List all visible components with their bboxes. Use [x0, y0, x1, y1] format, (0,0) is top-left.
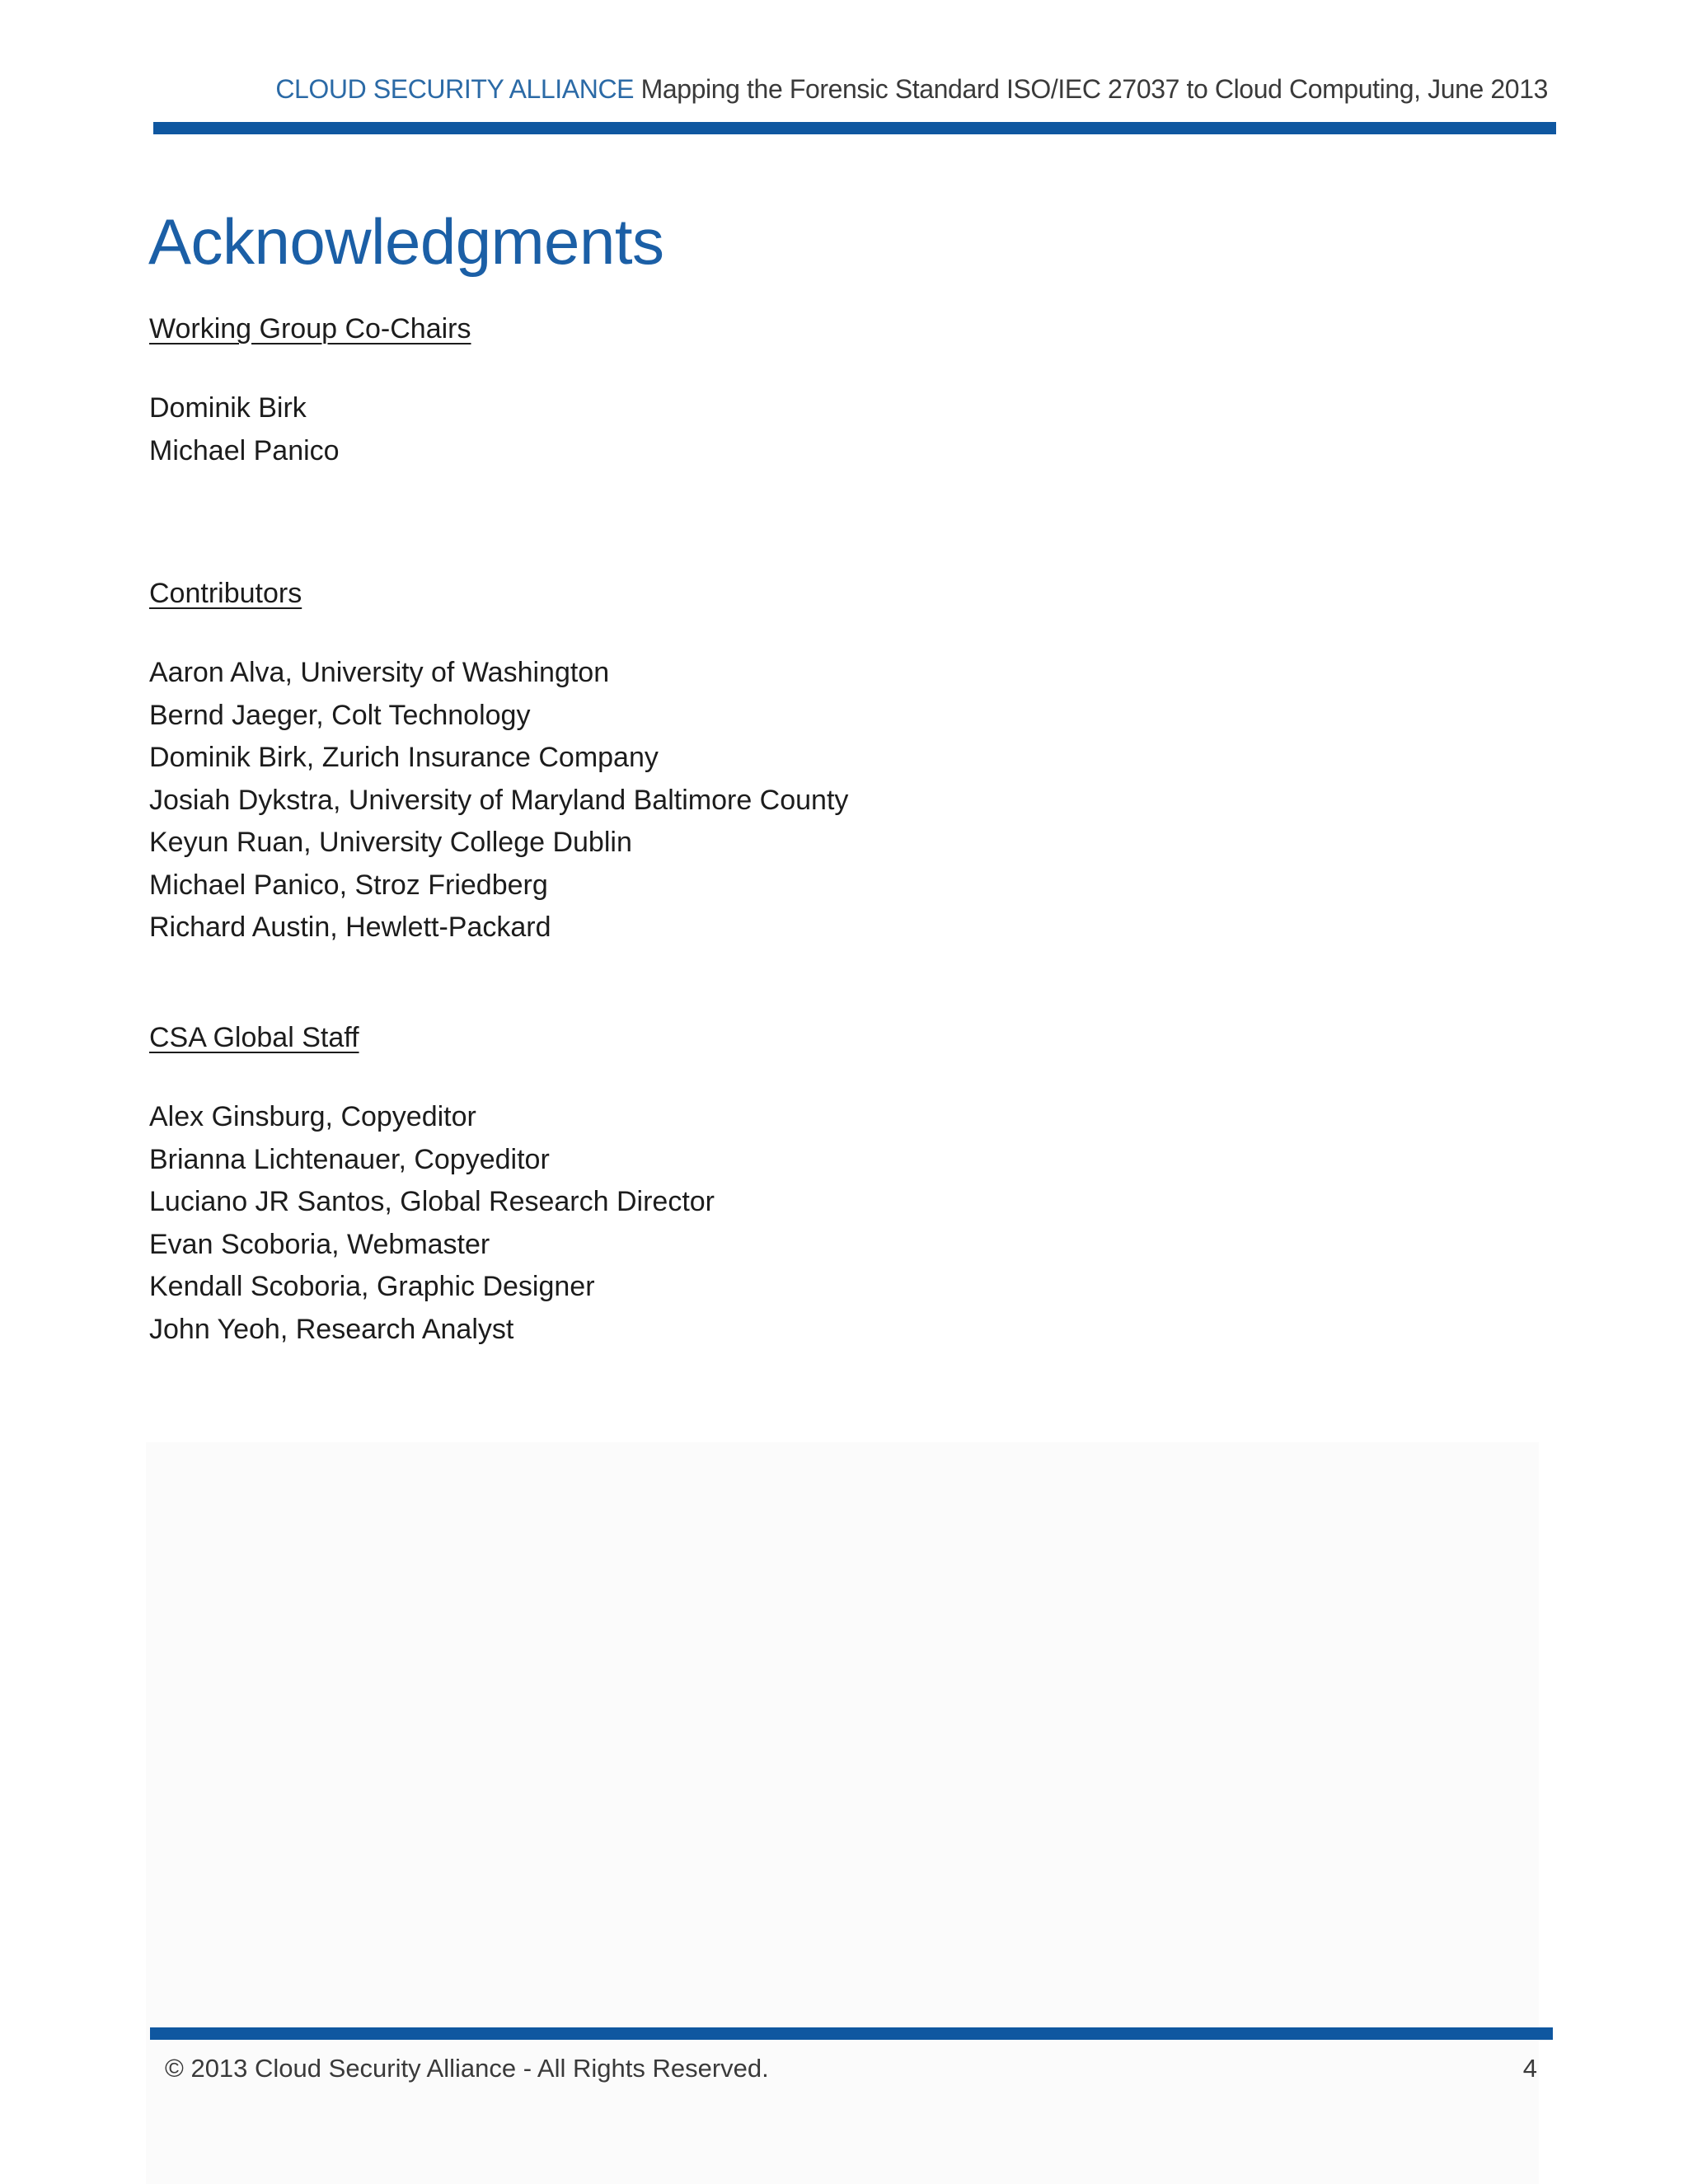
contributors-list — [149, 652, 848, 949]
list-item: Dominik Birk, Zurich Insurance Company — [149, 742, 659, 773]
page-number: 4 — [1522, 2054, 1537, 2083]
list-item: Alex Ginsburg, Copyeditor — [149, 1101, 476, 1132]
header-org-name: CLOUD SECURITY ALLIANCE — [275, 74, 635, 104]
list-item: Luciano JR Santos, Global Research Director — [149, 1186, 715, 1217]
list-item: Kendall Scoboria, Graphic Designer — [149, 1271, 595, 1302]
header-doc-title: Mapping the Forensic Standard ISO/IEC 27037 to Cloud Computing, June 2013 — [640, 74, 1548, 104]
header-rule — [153, 122, 1556, 134]
list-item: Bernd Jaeger, Colt Technology — [149, 699, 531, 731]
section-heading-cochairs: Working Group Co-Chairs — [149, 313, 471, 344]
section-heading-staff: CSA Global Staff — [149, 1022, 359, 1053]
list-item: Evan Scoboria, Webmaster — [149, 1228, 490, 1260]
list-item: Michael Panico — [149, 434, 340, 466]
list-item: Brianna Lichtenauer, Copyeditor — [149, 1143, 550, 1175]
list-item: Richard Austin, Hewlett-Packard — [149, 912, 551, 943]
list-item: Aaron Alva, University of Washington — [149, 657, 610, 688]
page-title: Acknowledgments — [148, 205, 664, 278]
list-item: Michael Panico, Stroz Friedberg — [149, 869, 548, 901]
cochairs-list — [149, 387, 340, 472]
list-item: John Yeoh, Research Analyst — [149, 1313, 514, 1345]
header-text — [275, 73, 1548, 105]
staff-list — [149, 1096, 715, 1351]
footer-copyright: © 2013 Cloud Security Alliance - All Rights Reserved. — [165, 2054, 769, 2083]
list-item: Keyun Ruan, University College Dublin — [149, 827, 632, 858]
section-heading-contributors: Contributors — [149, 578, 302, 609]
list-item: Josiah Dykstra, University of Maryland Baltimore County — [149, 784, 849, 816]
list-item: Dominik Birk — [149, 392, 307, 424]
footer-rule — [150, 2027, 1553, 2040]
